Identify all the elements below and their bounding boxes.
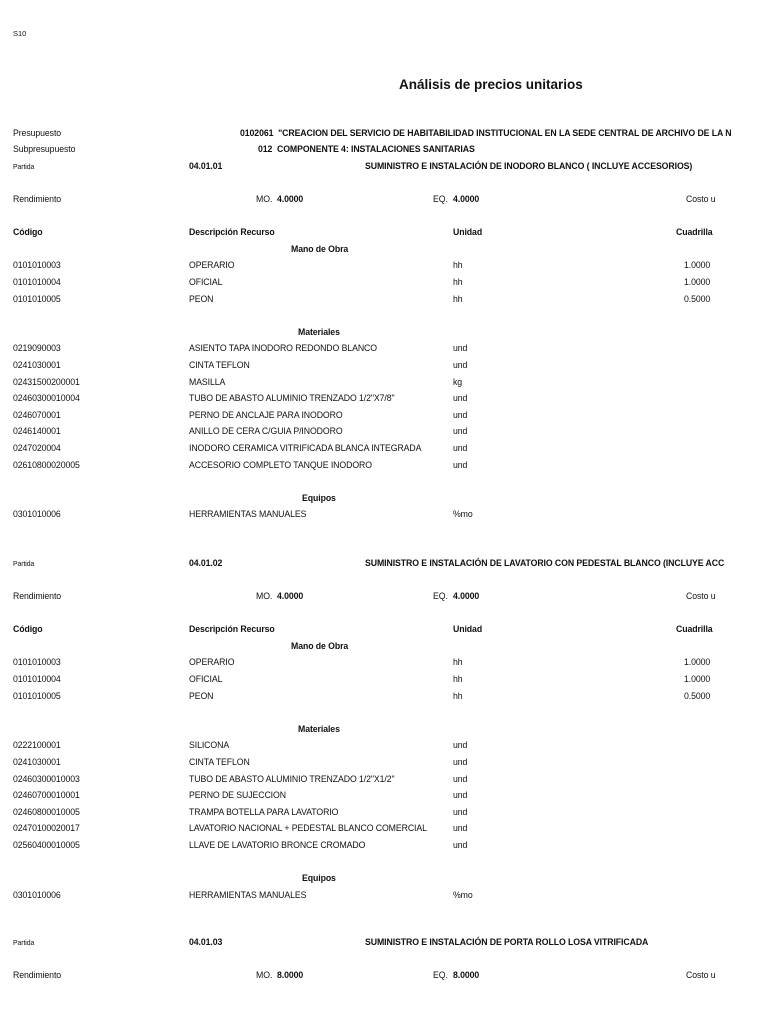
codigo-header: Código — [13, 624, 43, 635]
resource-code: 0222100001 — [13, 740, 61, 752]
resource-description: MASILLA — [189, 376, 226, 388]
resource-unit: hh — [453, 293, 463, 305]
resource-description: PERNO DE SUJECCION — [189, 790, 286, 802]
eq-label: EQ. — [433, 970, 448, 981]
resource-unit: und — [453, 756, 468, 768]
rendimiento-label: Rendimiento — [13, 591, 62, 602]
mano-obra-section: Mano de Obra — [291, 640, 349, 652]
eq-value: 8.0000 — [453, 970, 480, 981]
resource-description: CINTA TEFLON — [189, 359, 250, 371]
resource-code: 0301010006 — [13, 509, 61, 521]
costo-label: Costo u — [686, 194, 716, 205]
resource-unit: und — [453, 343, 468, 355]
partida-code: 04.01.02 — [189, 558, 223, 569]
rendimiento-label: Rendimiento — [13, 194, 62, 205]
resource-description: SILICONA — [189, 740, 230, 752]
partida-description: SUMINISTRO E INSTALACIÓN DE PORTA ROLLO LOSA VITRIFICADA — [365, 937, 649, 948]
costo-label: Costo u — [686, 591, 716, 602]
codigo-header: Código — [13, 227, 43, 238]
resource-description: TUBO DE ABASTO ALUMINIO TRENZADO 1/2"X1/2" — [189, 773, 395, 785]
subpresupuesto-code: 012 — [258, 144, 273, 155]
resource-code: 0101010004 — [13, 276, 61, 288]
partida-code: 04.01.03 — [189, 937, 223, 948]
presupuesto-label: Presupuesto — [13, 128, 62, 139]
resource-code: 0247020004 — [13, 442, 61, 454]
resource-description: ACCESORIO COMPLETO TANQUE INODORO — [189, 459, 372, 471]
resource-code: 0101010005 — [13, 293, 61, 305]
resource-cuadrilla: 1.0000 — [684, 657, 711, 669]
descripcion-header: Descripción Recurso — [189, 227, 275, 238]
resource-cuadrilla: 0.5000 — [684, 690, 711, 702]
resource-code: 0101010003 — [13, 260, 61, 272]
resource-code: 0241030001 — [13, 756, 61, 768]
resource-unit: und — [453, 426, 468, 438]
resource-unit: %mo — [453, 509, 473, 521]
partida-description: SUMINISTRO E INSTALACIÓN DE LAVATORIO CON PEDESTAL BLANCO (INCLUYE ACC — [365, 558, 725, 569]
resource-description: OPERARIO — [189, 260, 235, 272]
resource-unit: hh — [453, 690, 463, 702]
resource-code: 0101010004 — [13, 673, 61, 685]
resource-description: OPERARIO — [189, 657, 235, 669]
resource-description: ASIENTO TAPA INODORO REDONDO BLANCO — [189, 343, 377, 355]
partida-label: Partida — [13, 162, 35, 171]
cuadrilla-header: Cuadrilla — [676, 624, 713, 635]
resource-cuadrilla: 1.0000 — [684, 260, 711, 272]
resource-code: 02460800010005 — [13, 806, 80, 818]
partida-code: 04.01.01 — [189, 161, 223, 172]
resource-description: PEON — [189, 690, 214, 702]
resource-code: 0246140001 — [13, 426, 61, 438]
eq-label: EQ. — [433, 591, 448, 602]
materiales-section: Materiales — [298, 723, 340, 735]
resource-code: 02431500200001 — [13, 376, 80, 388]
resource-unit: und — [453, 806, 468, 818]
resource-code: 0101010005 — [13, 690, 61, 702]
resource-description: ANILLO DE CERA C/GUIA P/INODORO — [189, 426, 343, 438]
presupuesto-value — [240, 128, 732, 139]
presupuesto-name: "CREACION DEL SERVICIO DE HABITABILIDAD INSTITUCIONAL EN LA SEDE CENTRAL DE ARCHIVO DE LA N — [278, 128, 732, 139]
rendimiento-label: Rendimiento — [13, 970, 62, 981]
resource-unit: hh — [453, 260, 463, 272]
resource-code: 0101010003 — [13, 657, 61, 669]
resource-description: LLAVE DE LAVATORIO BRONCE CROMADO — [189, 839, 366, 851]
eq-value: 4.0000 — [453, 194, 480, 205]
resource-code: 02470100020017 — [13, 823, 80, 835]
resource-description: OFICIAL — [189, 276, 223, 288]
resource-description: PEON — [189, 293, 214, 305]
resource-unit: und — [453, 442, 468, 454]
partida-description: SUMINISTRO E INSTALACIÓN DE INODORO BLANCO ( INCLUYE ACCESORIOS) — [365, 161, 693, 172]
resource-unit: %mo — [453, 889, 473, 901]
resource-code: 0246070001 — [13, 409, 61, 421]
materiales-section: Materiales — [298, 326, 340, 338]
resource-description: PERNO DE ANCLAJE PARA INODORO — [189, 409, 343, 421]
resource-description: HERRAMIENTAS MANUALES — [189, 509, 307, 521]
resource-description: CINTA TEFLON — [189, 756, 250, 768]
mo-value: 4.0000 — [277, 591, 304, 602]
resource-cuadrilla: 0.5000 — [684, 293, 711, 305]
resource-description: OFICIAL — [189, 673, 223, 685]
resource-unit: und — [453, 459, 468, 471]
subpresupuesto-label: Subpresupuesto — [13, 144, 76, 155]
resource-unit: kg — [453, 376, 463, 388]
resource-unit: und — [453, 839, 468, 851]
resource-code: 02460300010003 — [13, 773, 80, 785]
resource-unit: hh — [453, 673, 463, 685]
mano-obra-section: Mano de Obra — [291, 243, 349, 255]
presupuesto-code: 0102061 — [240, 128, 274, 139]
mo-value: 4.0000 — [277, 194, 304, 205]
resource-code: 02460700010001 — [13, 790, 80, 802]
resource-cuadrilla: 1.0000 — [684, 673, 711, 685]
resource-unit: und — [453, 740, 468, 752]
report-code: S10 — [13, 29, 27, 38]
unidad-header: Unidad — [453, 227, 483, 238]
resource-code: 0219090003 — [13, 343, 61, 355]
equipos-section: Equipos — [302, 492, 336, 504]
eq-label: EQ. — [433, 194, 448, 205]
resource-unit: und — [453, 773, 468, 785]
resource-unit: und — [453, 409, 468, 421]
resource-unit: und — [453, 359, 468, 371]
resource-code: 02560400010005 — [13, 839, 80, 851]
resource-unit: hh — [453, 276, 463, 288]
eq-value: 4.0000 — [453, 591, 480, 602]
resource-description: TRAMPA BOTELLA PARA LAVATORIO — [189, 806, 339, 818]
mo-label: MO. — [256, 591, 273, 602]
subpresupuesto-value — [258, 144, 475, 155]
equipos-section: Equipos — [302, 873, 336, 885]
resource-code: 0241030001 — [13, 359, 61, 371]
costo-label: Costo u — [686, 970, 716, 981]
mo-label: MO. — [256, 970, 273, 981]
resource-code: 02610800020005 — [13, 459, 80, 471]
partida-label: Partida — [13, 559, 35, 568]
resource-cuadrilla: 1.0000 — [684, 276, 711, 288]
mo-label: MO. — [256, 194, 273, 205]
resource-code: 0301010006 — [13, 889, 61, 901]
subpresupuesto-name: COMPONENTE 4: INSTALACIONES SANITARIAS — [277, 144, 475, 155]
partida-label: Partida — [13, 938, 35, 947]
resource-description: LAVATORIO NACIONAL + PEDESTAL BLANCO COMERCIAL — [189, 823, 427, 835]
mo-value: 8.0000 — [277, 970, 304, 981]
resource-description: TUBO DE ABASTO ALUMINIO TRENZADO 1/2"X7/8" — [189, 393, 395, 405]
resource-unit: und — [453, 823, 468, 835]
resource-unit: und — [453, 393, 468, 405]
descripcion-header: Descripción Recurso — [189, 624, 275, 635]
resource-code: 02460300010004 — [13, 393, 80, 405]
resource-description: INODORO CERAMICA VITRIFICADA BLANCA INTEGRADA — [189, 442, 422, 454]
resource-description: HERRAMIENTAS MANUALES — [189, 889, 307, 901]
resource-unit: hh — [453, 657, 463, 669]
cuadrilla-header: Cuadrilla — [676, 227, 713, 238]
unidad-header: Unidad — [453, 624, 483, 635]
page-title: Análisis de precios unitarios — [399, 77, 583, 92]
resource-unit: und — [453, 790, 468, 802]
